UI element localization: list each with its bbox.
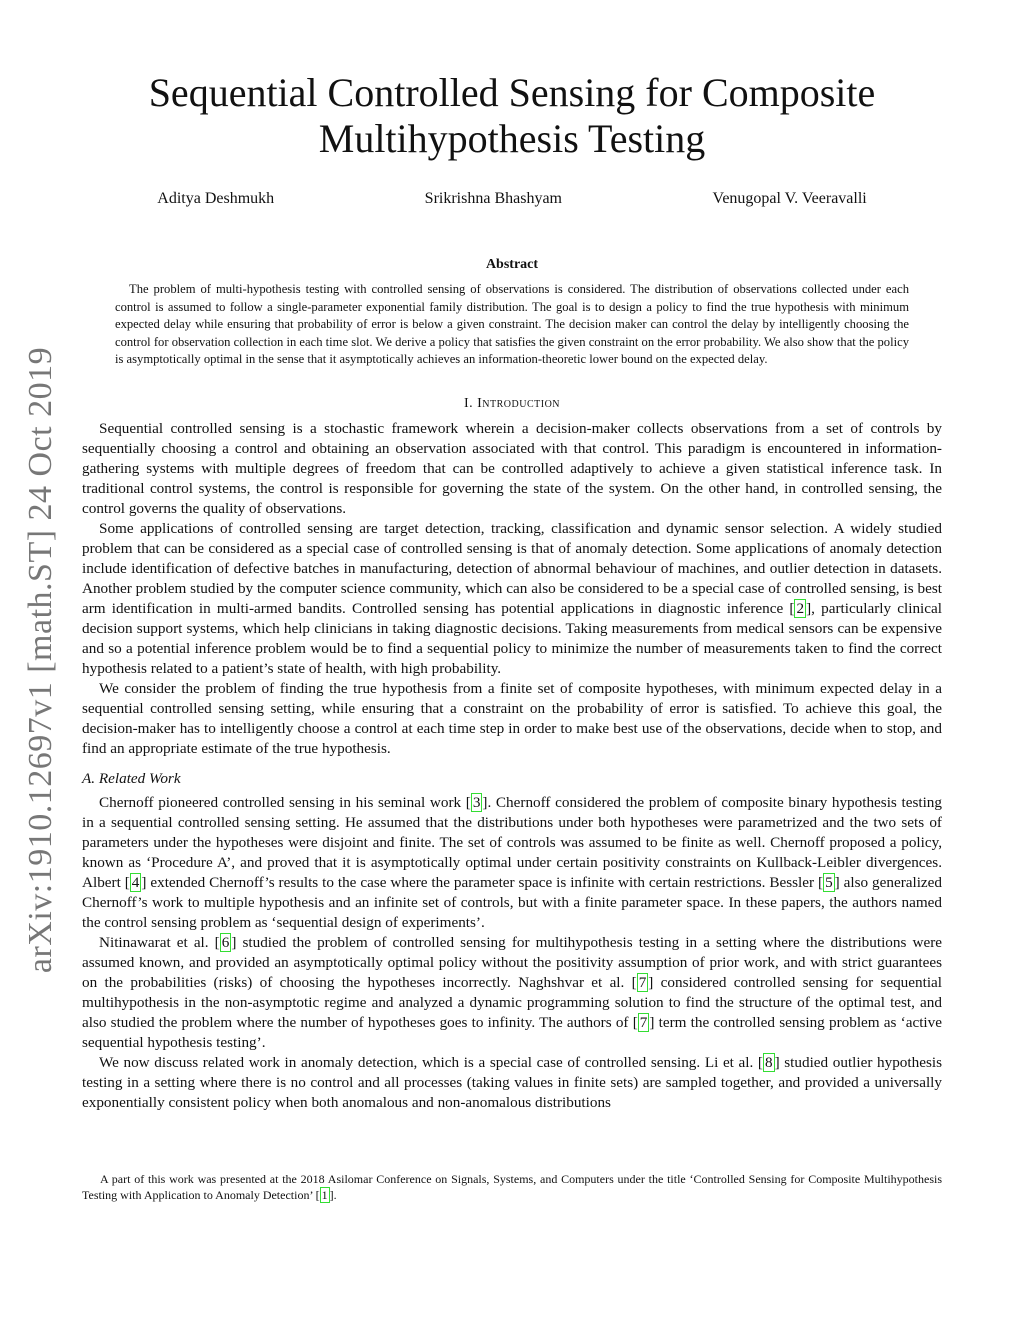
arxiv-identifier: arXiv:1910.12697v1 [math.ST] 24 Oct 2019 — [22, 346, 60, 974]
footnote-text-a: A part of this work was presented at the 2018 Asilomar Conference on Signals, Systems, and Computers under the title ‘Controlled Sensing for Composite Multihypothesis Testing with Application to Anomaly Detection’ — [82, 1172, 942, 1202]
subsection-title: Related Work — [98, 770, 181, 787]
abstract-text: The problem of multi-hypothesis testing with controlled sensing of observations is considered. The distribution of observations collected under each control is assumed to follow a single-parameter exponential family distribution. The goal is to design a policy to find the true hypothesis with minimum expected delay while ensuring that probability of error is below a given constraint. The decision maker can control the delay by intelligently choosing the control for observation collection in each time slot. We derive a policy that satisfies the given constraint on the error probability. We also show that the policy is asymptotically optimal in the sense that it asymptotically achieves an information-theoretic lower bound on the expected delay. — [115, 282, 909, 366]
body-column — [82, 419, 942, 1113]
subsection-label: A. — [82, 770, 96, 787]
citation-link[interactable]: 8 — [764, 1054, 773, 1071]
citation-link[interactable]: 7 — [638, 974, 647, 991]
related-p3-text-b: studied outlier hypothesis testing in a setting where there is no control and all processes (taking values in finite sets) are sampled together, and provided a universally exponentially consistent policy when both anomalous and non-anomalous distributions — [82, 1054, 942, 1111]
arxiv-watermark — [16, 340, 66, 980]
paper-title: Sequential Controlled Sensing for Composite Multihypothesis Testing — [148, 70, 876, 161]
subsection-heading-related-work — [82, 769, 942, 789]
related-p2-text-a: Nitinawarat et al. — [99, 934, 215, 951]
intro-paragraph-3: We consider the problem of finding the true hypothesis from a finite set of composite hypotheses, with minimum expected delay in a sequential controlled sensing setting, while ensuring that a constraint on the probability of error is satisfied. To achieve this goal, the decision-maker has to intelligently choose a control at each time step in order to make best use of the observations, decide when to stop, and find an appropriate estimate of the true hypothesis. — [82, 680, 942, 757]
footnote-text-b: . — [333, 1188, 337, 1202]
citation-link[interactable]: 1 — [321, 1188, 328, 1202]
related-p2-text-c: considered controlled sensing for sequential multihypothesis in the non-asymptotic regime and analyzed a dynamic programming solution to find the structure of the optimal test, and also studied the problem where the number of hypotheses goes to infinity. The authors of — [82, 974, 943, 1031]
related-paragraph-3: We now discuss related work in anomaly detection, which is a special case of controlled sensing. Li et al. [ 8 ] studied outlier hypothesis testing in a setting where there is no control and all processes (taking values in finite sets) are sampled together, and provided a universally exponentially consistent policy when both anomalous and non-anomalous distributions — [82, 1054, 942, 1111]
citation-link[interactable]: 7 — [639, 1014, 648, 1031]
related-p2-text-b: studied the problem of controlled sensing for multihypothesis testing in a setting where the distributions were assumed known, and provided an asymptotically optimal policy without the positivity assumption of prior work, and with strict guarantees on the probabilities (risks) of choosing the hypotheses incorrectly. Naghshvar et al. — [82, 934, 942, 991]
intro-paragraph-1: Sequential controlled sensing is a stochastic framework wherein a decision-maker collects observations from a set of controls by sequentially choosing a control and obtaining an observation associated with that control. This paradigm is encountered in information-gathering systems with multiple degrees of freedom that can be controlled adaptively to achieve a given statistical inference task. In traditional control systems, the control is responsible for governing the state of the system. On the other hand, in controlled sensing, the control governs the quality of observations. — [82, 420, 942, 517]
citation-link[interactable]: 3 — [472, 794, 481, 811]
intro-p2-text-b: , particularly clinical decision support systems, which help clinicians in taking diagnostic decisions. Taking measurements from medical sensors can be expensive and so a potential inference problem would be to find a sequential policy to minimize the number of measurements taken to find the correct hypothesis related to a patient’s state of health, with high probability. — [82, 600, 942, 677]
author-name: Srikrishna Bhashyam — [424, 190, 562, 207]
footnote: A part of this work was presented at the 2018 Asilomar Conference on Signals, Systems, and Computers under the title ‘Controlled Sensing for Composite Multihypothesis Testing with Application to Anomaly Detection’ [ 1 ]. — [82, 1172, 942, 1202]
abstract-heading: Abstract — [485, 257, 539, 272]
related-paragraph-2: Nitinawarat et al. [ 6 ] studied the problem of controlled sensing for multihypothesis testing in a setting where the distributions were assumed known, and provided an asymptotically optimal policy without the positivity assumption of prior work, and with strict guarantees on the probabilities (risks) of choosing the hypotheses incorrectly. Naghshvar et al. [ 7 ] considered controlled sensing for sequential multihypothesis in the non-asymptotic regime and analyzed a dynamic programming solution to find the structure of the optimal test, and also studied the problem where the number of hypotheses goes to infinity. The authors of [ 7 ] term the controlled sensing problem as ‘active sequential hypothesis testing’. — [82, 934, 943, 1051]
author-name: Aditya Deshmukh — [157, 190, 275, 207]
related-p1-text-d: also generalized Chernoff’s work to multiple hypothesis and an infinite set of controls, but with a finite parameter space. In these papers, the authors named the control sensing problem as ‘sequential design of experiments’. — [82, 874, 943, 931]
related-p3-text-a: We now discuss related work in anomaly detection, which is a special case of controlled sensing. Li et al. — [99, 1054, 758, 1071]
section-title: Introduction — [477, 396, 561, 411]
related-p1-text-b: . Chernoff considered the problem of composite binary hypothesis testing in a sequential controlled sensing setting. He assumed that the distributions under both hypotheses were parametrized and the two sets of parameters under the hypotheses were disjoint and finite. The set of controls was assumed to be finite as well. Chernoff proposed a policy, known as ‘Procedure A’, and proved that it is asymptotically optimal under certain positivity constraints on Kullback-Leibler divergences. Albert — [82, 794, 942, 891]
citation-link[interactable]: 5 — [825, 874, 833, 891]
related-p1-text-c: extended Chernoff’s results to the case where the parameter space is infinite with certain restrictions. Bessler — [146, 874, 818, 891]
citation-link[interactable]: 4 — [131, 874, 140, 891]
section-heading-introduction — [82, 396, 942, 412]
author-name: Venugopal V. Veeravalli — [712, 190, 867, 207]
related-paragraph-1: Chernoff pioneered controlled sensing in his seminal work [ 3 ]. Chernoff considered the problem of composite binary hypothesis testing in a sequential controlled sensing setting. He assumed that the distributions under both hypotheses were parametrized and the two sets of parameters under the hypotheses were disjoint and finite. The set of controls was assumed to be finite as well. Chernoff proposed a policy, known as ‘Procedure A’, and proved that it is asymptotically optimal under certain positivity constraints on Kullback-Leibler divergences. Albert [ 4 ] extended Chernoff’s results to the case where the parameter space is infinite with certain restrictions. Bessler [ 5 ] also generalized Chernoff’s work to multiple hypothesis and an infinite set of controls, but with a finite parameter space. In these papers, the authors named the control sensing problem as ‘sequential design of experiments’. — [82, 794, 943, 931]
related-p1-text-a: Chernoff pioneered controlled sensing in his seminal work — [99, 794, 466, 811]
section-numeral: I. — [463, 396, 474, 411]
intro-p2-text-a: Some applications of controlled sensing are target detection, tracking, classification and dynamic sensor selection. A widely studied problem that can be considered as a special case of controlled sensing is that of anomaly detection. Some applications of anomaly detection include identification of defective batches in manufacturing, detection of abnormal behaviour of machines, and outlier detection in datasets. Another problem studied by the computer science community, which can also be considered to be a special case of controlled sensing, is best arm identification in multi-armed bandits. Controlled sensing has potential applications in diagnostic inference — [82, 520, 942, 617]
citation-link[interactable]: 6 — [221, 934, 230, 951]
intro-paragraph-2: Some applications of controlled sensing are target detection, tracking, classification and dynamic sensor selection. A widely studied problem that can be considered as a special case of controlled sensing is that of anomaly detection. Some applications of anomaly detection include identification of defective batches in manufacturing, detection of abnormal behaviour of machines, and outlier detection in datasets. Another problem studied by the computer science community, which can also be considered to be a special case of controlled sensing, is best arm identification in multi-armed bandits. Controlled sensing has potential applications in diagnostic inference [ 2 ], particularly clinical decision support systems, which help clinicians in taking diagnostic decisions. Taking measurements from medical sensors can be expensive and so a potential inference problem would be to find a sequential policy to minimize the number of measurements taken to find the correct hypothesis related to a patient’s state of health, with high probability. — [82, 520, 942, 677]
citation-link[interactable]: 2 — [796, 600, 805, 617]
related-p2-text-d: term the controlled sensing problem as ‘active sequential hypothesis testing’. — [82, 1014, 942, 1051]
author-list — [82, 190, 942, 208]
